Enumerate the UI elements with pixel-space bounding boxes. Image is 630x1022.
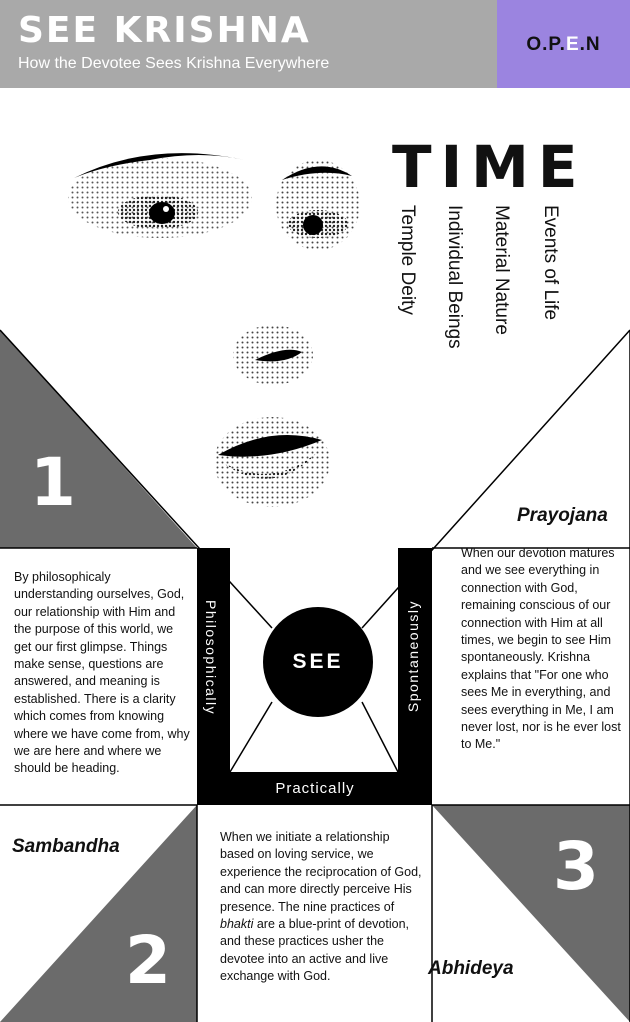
see-label: SEE [292,650,344,673]
label-abhideya: Abhideya [428,958,514,979]
section-number-2: 2 [125,922,171,999]
brand-logo: O.P.E.N [526,34,601,55]
section-number-1: 1 [30,444,76,521]
time-title: TIME [392,133,587,201]
label-philosophically: Philosophically [203,600,219,716]
page-title: SEE KRISHNA [18,10,311,51]
time-item-individual: Individual Beings [444,205,465,349]
label-prayojana: Prayojana [517,505,608,526]
brand-block [497,0,630,88]
label-practically: Practically [275,780,355,797]
triangle-bottom-right [432,805,630,1022]
abhideya-text: When we initiate a relationship based on loving service, we experience the reciprocation of God, and can more directly perceive His presence. The nine practices of bhakti are a blue-print of devotion, and these practices usher the devotee into an active and live exchange with God. [220,830,422,984]
time-item-material: Material Nature [491,205,512,335]
page-subtitle: How the Devotee Sees Krishna Everywhere [18,55,330,72]
section-number-3: 3 [553,828,599,905]
label-sambandha: Sambandha [12,836,120,857]
sambandha-text: By philosophicaly understanding ourselves, God, our relationship with Him and the purpose of this world, we get our first glimpse. Things make sense, questions are answered, and meaning is established. There is a clarity which comes from knowing where we have come from, why we are here and where we should be heading. [14,570,190,776]
header-bar [0,0,497,88]
time-item-temple: Temple Deity [397,205,418,315]
prayojana-text: When our devotion matures and we see everything in connection with God, remaining conscious of our connection with Him at all times, we begin to see Him spontaneously. Krishna explains that "For one who sees Me in everything, and sees everything in Me, I am never lost, nor is he ever lost to Me." [461,546,621,752]
label-spontaneously: Spontaneously [405,600,421,713]
time-item-events: Events of Life [540,205,561,321]
